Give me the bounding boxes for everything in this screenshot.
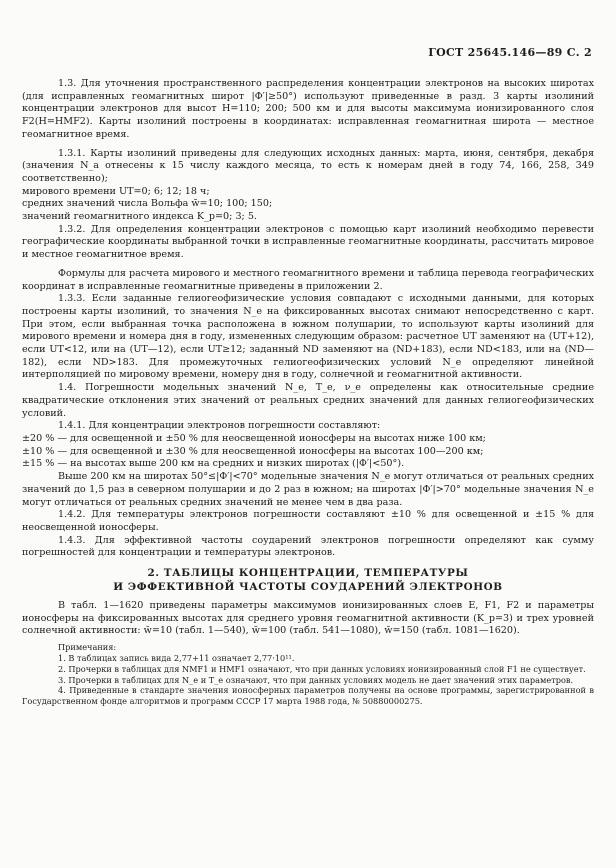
section-paragraph: В табл. 1—1620 приведены параметры максимумов ионизированных слоев E, F1, F2 и параметры ионосферы на фиксированных высотах для среднего уровня геомагнитной активности (K_p=3) и трех уровней солнечной активности: w̄=10 (табл. 1—540), w̄=100 (табл. 541—1080), w̄=150 (табл. 1081—1620). (22, 600, 594, 637)
note-3: 3. Прочерки в таблицах для N_e и T_e означают, что при данных условиях модель не дает значений этих параметров. (58, 674, 574, 685)
paragraph-1-3-3: 1.3.3. Если заданные гелиогеофизические условия совпадают с исходными данными, для которых построены карты изолиний, то значения N_e на фиксированных высотах снимают непосредственно с карт. При этом, если выбранная точка расположена в южном полушарии, то используют карты изолиний для мирового времени и номера дня в году, измененных следующим образом: расчетное UT заменяют на (UT+12), если UT<12, или на (UT—12), если UT≥12; заданный ND заменяют на (ND+183), если ND<183, или на (ND—182), если ND>183. Для промежуточных гелиогеофизических условий N_e определяют линейной интерполяцией по мировому времени, номеру дня в году, солнечной и геомагнитной активности. (22, 293, 594, 381)
list-item-kp: значений геомагнитного индекса K_p=0; 3; 5. (22, 211, 257, 223)
paragraph-1-4: 1.4. Погрешности модельных значений N_e, T_e, ν_e определены как относительные средние квадратические отклонения этих значений от реальных средних значений для данных гелиогеофизических условий. (22, 382, 594, 419)
list-item-ut: мирового времени UT=0; 6; 12; 18 ч; (22, 185, 210, 197)
notes-block (22, 642, 594, 707)
note-2: 2. Прочерки в таблицах для NMF1 и HMF1 означают, что при данных условиях ионизированный слой F1 не существует. (58, 663, 586, 674)
paragraph-1-3-1: 1.3.1. Карты изолиний приведены для следующих исходных данных: марта, июня, сентября, декабря (значения N_a отнесены к 15 числу каждого месяца, то есть к номерам дней в году 74, 166, 258, 349 соответственно); (22, 147, 594, 184)
notes-heading: Примечания: (58, 642, 117, 653)
note-4: 4. Приведенные в стандарте значения ионосферных параметров получены на основе программы, зарегистрированной в Государственном фонде алгоритмов и программ СССР 17 марта 1988 года, № 50880000275. (22, 685, 594, 707)
paragraph-formulas: Формулы для расчета мирового и местного геомагнитного времени и таблица перевода географических координат в исправленные геомагнитные приведены в приложении 2. (22, 267, 594, 292)
paragraph-1-3: 1.3. Для уточнения пространственного распределения концентрации электронов на высоких широтах (для исправленных геомагнитных широт |Φ′|≥50°) используют приведенные в разд. 3 карты изолиний концентрации электронов для высот H=110; 200; 500 км и для высоты максимума ионизированного слоя F2(H=HMF2). Карты изолиний построены в координатах: исправленная геомагнитная широта — местное геомагнитное время. (22, 78, 594, 140)
document-body (22, 78, 594, 707)
list-item-10: ±10 % — для освещенной и ±30 % для неосвещенной ионосферы на высотах 100—200 км; (22, 445, 484, 457)
list-item-15: ±15 % — на высотах выше 200 км на средних и низких широтах (|Φ′|<50°). (22, 458, 405, 470)
paragraph-1-4-1: 1.4.1. Для концентрации электронов погрешности составляют: (58, 420, 381, 432)
paragraph-1-3-2: 1.3.2. Для определения концентрации электронов с помощью карт изолиний необходимо перевести географические координаты выбранной точки в исправленные геомагнитные координаты, рассчитать мировое и местное геомагнитное время. (22, 223, 594, 261)
section-title (22, 566, 594, 594)
section-title-line-2: И ЭФФЕКТИВНОЙ ЧАСТОТЫ СОУДАРЕНИЙ ЭЛЕКТРОНОВ (113, 581, 503, 594)
section-title-line-1: 2. ТАБЛИЦЫ КОНЦЕНТРАЦИИ, ТЕМПЕРАТУРЫ (147, 567, 469, 580)
paragraph-1-4-3: 1.4.3. Для эффективной частоты соударений электронов погрешности определяют как сумму погрешностей для концентрации и температуры электронов. (22, 534, 594, 559)
list-item-20: ±20 % — для освещенной и ±50 % для неосвещенной ионосферы на высотах ниже 100 км; (22, 432, 486, 444)
paragraph-1-4-2: 1.4.2. Для температуры электронов погрешности составляют ±10 % для освещенной и ±15 % для неосвещенной ионосферы. (22, 509, 594, 533)
paragraph-above-200: Выше 200 км на широтах 50°≤|Φ′|<70° модельные значения N_e могут отличаться от реальных средних значений до 1,5 раз в северном полушарии и до 2 раз в южном; на широтах |Φ′|>70° модельные значения N_e могут отличаться от реальных средних значений не менее чем в два раза. (22, 471, 594, 508)
list-item-wolf: средних значений числа Вольфа w̄=10; 100; 150; (22, 198, 273, 210)
page-header: ГОСТ 25645.146—89 С. 2 (428, 46, 592, 59)
note-1: 1. В таблицах запись вида 2,77+11 означает 2,77·10¹¹. (58, 652, 295, 663)
